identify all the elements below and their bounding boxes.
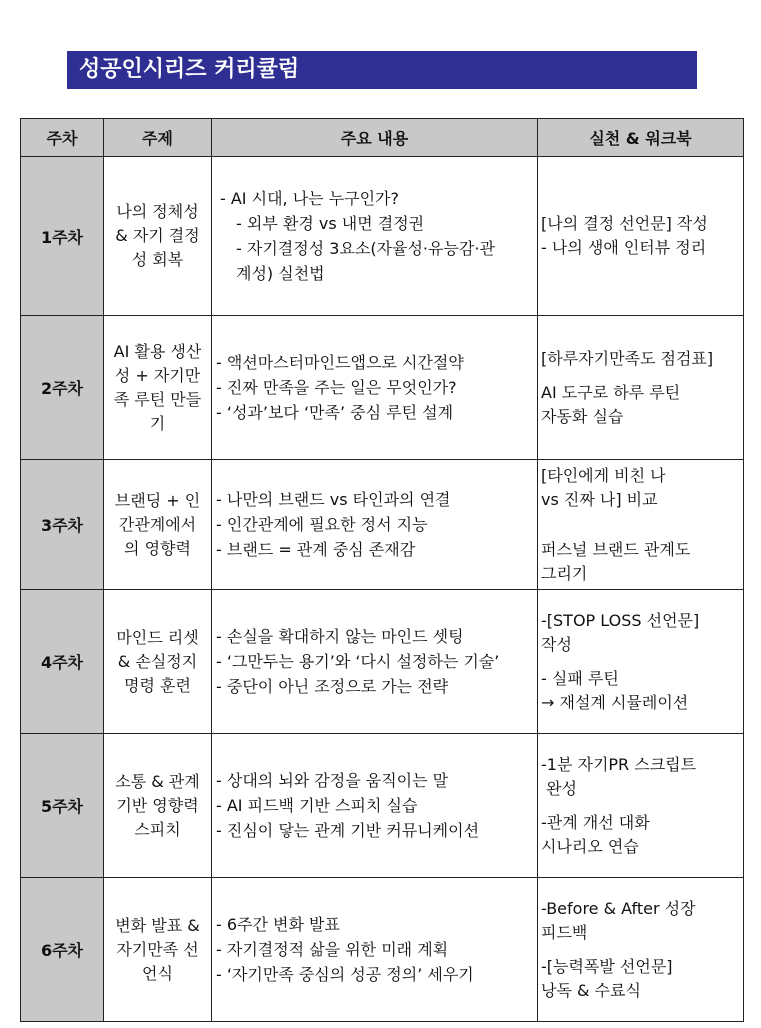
content-line: - 손실을 확대하지 않는 마인드 셋팅 xyxy=(216,627,464,646)
workbook-line: -1분 자기PR 스크립트 xyxy=(541,754,697,774)
topic-line: & 손실정지 xyxy=(117,651,198,671)
topic-cell xyxy=(104,157,212,316)
topic-cell xyxy=(104,590,212,734)
workbook-line: [나의 결정 선언문] 작성 xyxy=(541,214,708,233)
table-header-row xyxy=(21,119,744,157)
table-row xyxy=(21,734,744,878)
table-row xyxy=(21,460,744,590)
workbook-line: 낭독 & 수료식 xyxy=(541,980,641,1000)
topic-cell xyxy=(104,734,212,878)
workbook-line: 퍼스널 브랜드 관계도 xyxy=(541,539,691,559)
content-line: - 인간관계에 필요한 정서 지능 xyxy=(216,515,428,534)
curriculum-table xyxy=(20,118,744,1022)
week-cell: 5주차 xyxy=(21,734,104,878)
content-cell xyxy=(212,157,538,316)
content-line: - AI 시대, 나는 누구인가? xyxy=(220,189,400,208)
content-line: - 브랜드 = 관계 중심 존재감 xyxy=(216,540,416,559)
content-line: - 진짜 만족을 주는 일은 무엇인가? xyxy=(216,378,457,397)
week-cell: 6주차 xyxy=(21,878,104,1022)
content-cell xyxy=(212,590,538,734)
workbook-line: 자동화 실습 xyxy=(541,406,624,426)
table-row xyxy=(21,316,744,460)
header-workbook: 실천 & 워크북 xyxy=(538,119,744,157)
workbook-cell xyxy=(538,734,744,878)
table-row xyxy=(21,590,744,734)
content-line: - 중단이 아닌 조정으로 가는 전략 xyxy=(216,677,449,696)
header-content: 주요 내용 xyxy=(212,119,538,157)
workbook-line: -Before & After 성장 xyxy=(541,898,696,918)
workbook-line: - 실패 루틴 xyxy=(541,668,619,688)
table-row xyxy=(21,157,744,316)
content-cell xyxy=(212,316,538,460)
content-cell xyxy=(212,460,538,590)
workbook-cell xyxy=(538,590,744,734)
content-line: - 자기결정적 삶을 위한 미래 계획 xyxy=(216,940,449,959)
header-week: 주차 xyxy=(21,119,104,157)
content-line: - 액션마스터마인드앱으로 시간절약 xyxy=(216,353,464,372)
topic-line: 변화 발표 & xyxy=(115,915,200,935)
workbook-line: -[STOP LOSS 선언문] xyxy=(541,610,700,630)
workbook-line: → 재설계 시뮬레이션 xyxy=(541,692,689,712)
workbook-line: -관계 개선 대화 xyxy=(541,812,650,832)
week-cell: 1주차 xyxy=(21,157,104,316)
topic-line: & 자기 결정 xyxy=(115,226,200,245)
workbook-line: [타인에게 비친 나 xyxy=(541,465,666,485)
content-line: - AI 피드백 기반 스피치 실습 xyxy=(216,796,418,815)
workbook-line: vs 진짜 나] 비교 xyxy=(541,489,658,509)
content-line: 계성) 실천법 xyxy=(236,264,325,283)
workbook-line: -[능력폭발 선언문] xyxy=(541,956,673,976)
topic-line: 브랜딩 + 인 xyxy=(114,490,201,510)
week-cell: 4주차 xyxy=(21,590,104,734)
content-line: - 진심이 닿는 관계 기반 커뮤니케이션 xyxy=(216,821,480,840)
topic-line: 마인드 리셋 xyxy=(116,627,199,647)
workbook-line: AI 도구로 하루 루틴 xyxy=(541,382,681,402)
topic-line: 언식 xyxy=(142,963,173,983)
topic-line: 기 xyxy=(149,413,166,433)
topic-cell xyxy=(104,878,212,1022)
content-line: - ‘성과’보다 ‘만족’ 중심 루틴 설계 xyxy=(216,403,454,422)
topic-line: 기반 영향력 xyxy=(116,795,199,815)
topic-cell xyxy=(104,316,212,460)
topic-line: 간관계에서 xyxy=(118,514,197,534)
workbook-line: 완성 xyxy=(541,778,577,798)
workbook-cell xyxy=(538,316,744,460)
table-row xyxy=(21,878,744,1022)
workbook-line: 작성 xyxy=(541,634,572,654)
workbook-cell xyxy=(538,460,744,590)
page-title: 성공인시리즈 커리큘럼 xyxy=(67,51,697,89)
topic-cell xyxy=(104,460,212,590)
topic-line: 자기만족 선 xyxy=(116,939,199,959)
week-cell: 3주차 xyxy=(21,460,104,590)
topic-line: 명령 훈련 xyxy=(124,675,191,695)
content-line: - 상대의 뇌와 감정을 움직이는 말 xyxy=(216,771,449,790)
content-line: - ‘그만두는 용기’와 ‘다시 설정하는 기술’ xyxy=(216,652,500,671)
topic-line: AI 활용 생산 xyxy=(113,341,202,361)
topic-line: 스피치 xyxy=(134,819,181,839)
workbook-line: - 나의 생애 인터뷰 정리 xyxy=(541,238,707,257)
content-line: - 6주간 변화 발표 xyxy=(216,915,340,934)
topic-line: 족 루틴 만들 xyxy=(113,389,202,409)
workbook-cell xyxy=(538,878,744,1022)
content-cell xyxy=(212,878,538,1022)
topic-line: 의 영향력 xyxy=(124,538,191,558)
workbook-line: 피드백 xyxy=(541,922,588,942)
content-line: - 나만의 브랜드 vs 타인과의 연결 xyxy=(216,490,451,509)
topic-line: 성 + 자기만 xyxy=(114,365,201,385)
workbook-line: 시나리오 연습 xyxy=(541,836,639,856)
content-line: - 외부 환경 vs 내면 결정권 xyxy=(236,214,425,233)
content-line: - 자기결정성 3요소(자율성·유능감·관 xyxy=(236,239,495,258)
topic-line: 성 회복 xyxy=(131,250,184,269)
topic-line: 소통 & 관계 xyxy=(115,771,200,791)
header-topic: 주제 xyxy=(104,119,212,157)
workbook-cell xyxy=(538,157,744,316)
content-cell xyxy=(212,734,538,878)
workbook-line: [하루자기만족도 점검표] xyxy=(541,348,714,368)
content-line: - ‘자기만족 중심의 성공 정의’ 세우기 xyxy=(216,965,474,984)
workbook-line: 그리기 xyxy=(541,563,588,583)
week-cell: 2주차 xyxy=(21,316,104,460)
topic-line: 나의 정체성 xyxy=(116,202,199,221)
